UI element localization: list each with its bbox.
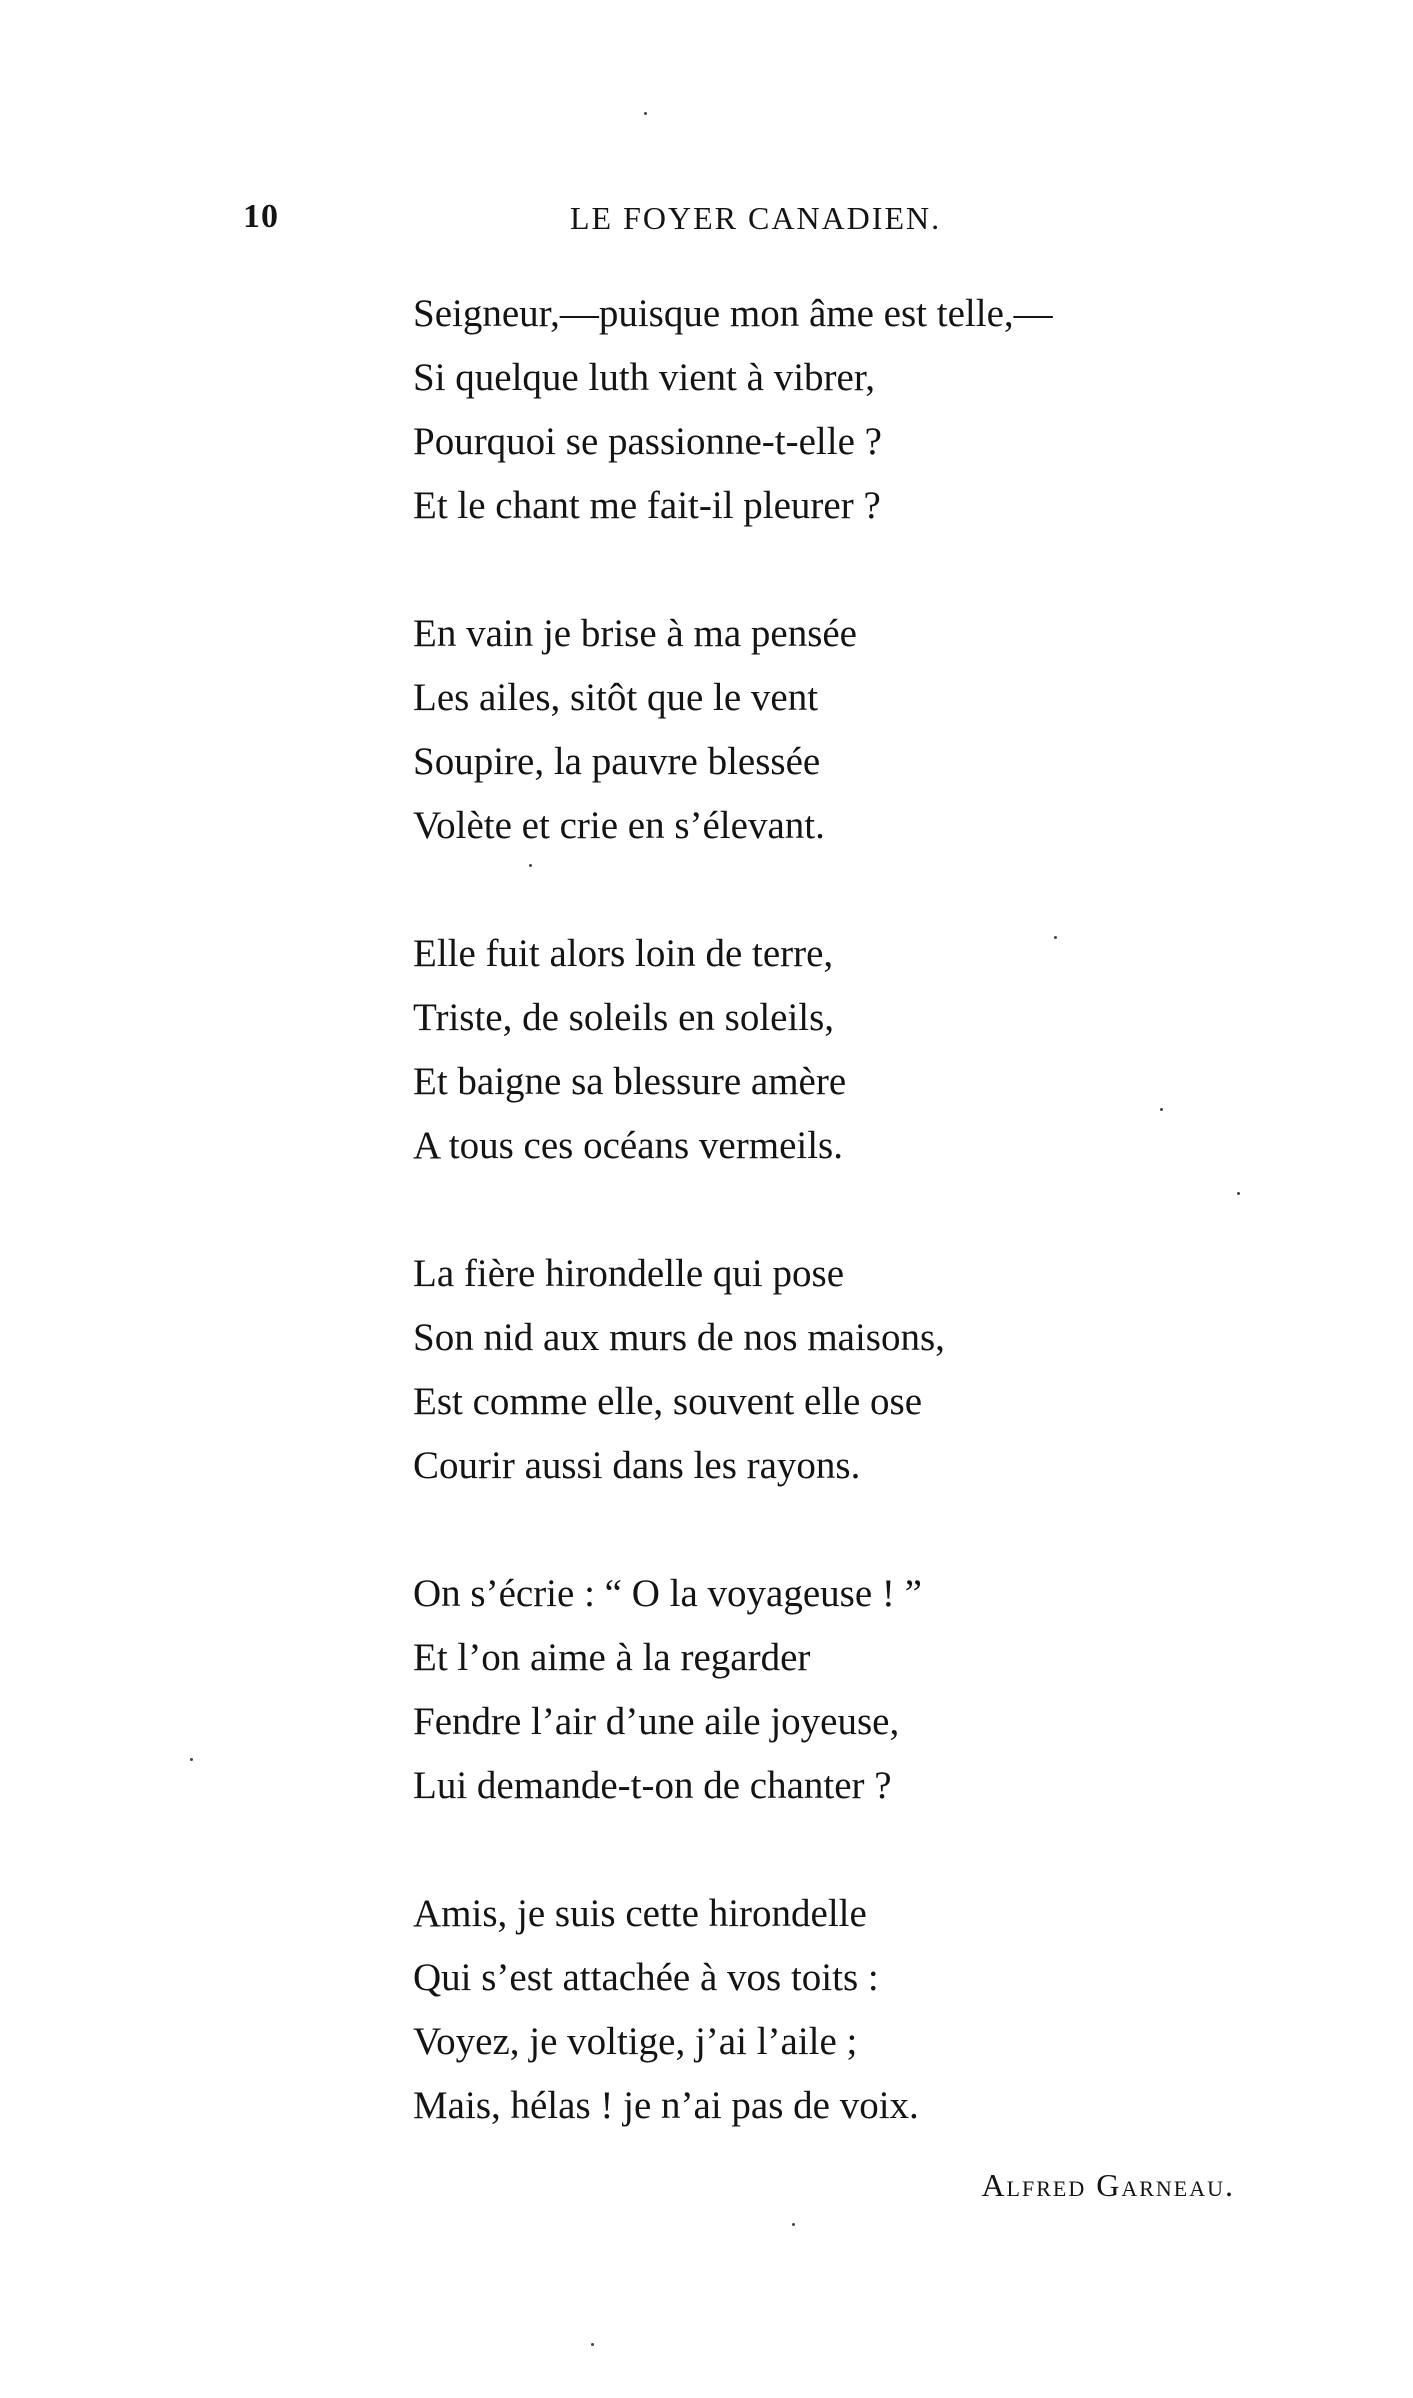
verse-line: Triste, de soleils en soleils, — [413, 996, 835, 1039]
verse-line: A tous ces océans vermeils. — [413, 1124, 843, 1167]
scan-speck — [1054, 936, 1057, 939]
verse-line: Et l’on aime à la regarder — [413, 1636, 811, 1679]
verse-line: Volète et crie en s’élevant. — [413, 804, 825, 847]
running-title: LE FOYER CANADIEN. — [570, 200, 942, 236]
stanza-1 — [413, 282, 1313, 538]
verse-line: Soupire, la pauvre blessée — [413, 740, 821, 783]
stanza-4 — [413, 1242, 1313, 1498]
scan-speck — [1237, 1192, 1240, 1195]
verse-line: Elle fuit alors loin de terre, — [413, 932, 834, 975]
scan-speck — [792, 2223, 795, 2226]
verse-line: Seigneur,—puisque mon âme est telle,— — [413, 292, 1053, 335]
verse-line: Et le chant me fait-il pleurer ? — [413, 484, 881, 527]
verse-line: Lui demande-t-on de chanter ? — [413, 1764, 892, 1807]
verse-line: Si quelque luth vient à vibrer, — [413, 356, 876, 399]
scan-speck — [529, 864, 532, 867]
scan-speck — [644, 112, 647, 115]
verse-line: Amis, je suis cette hirondelle — [413, 1892, 867, 1935]
verse-line: La fière hirondelle qui pose — [413, 1252, 844, 1295]
verse-line: Et baigne sa blessure amère — [413, 1060, 847, 1103]
poem — [413, 282, 1313, 2138]
page-number: 10 — [243, 198, 279, 235]
scan-speck — [591, 2343, 594, 2346]
verse-line: Fendre l’air d’une aile joyeuse, — [413, 1700, 900, 1743]
stanza-2 — [413, 602, 1313, 858]
verse-line: Les ailes, sitôt que le vent — [413, 676, 819, 719]
stanza-6 — [413, 1882, 1313, 2138]
verse-line: Courir aussi dans les rayons. — [413, 1444, 861, 1487]
stanza-5 — [413, 1562, 1313, 1818]
verse-line: Est comme elle, souvent elle ose — [413, 1380, 923, 1423]
scan-speck — [190, 1758, 193, 1761]
scan-speck — [1160, 1108, 1163, 1111]
verse-line: Pourquoi se passionne-t-elle ? — [413, 420, 882, 463]
stanza-3 — [413, 922, 1313, 1178]
verse-line: Voyez, je voltige, j’ai l’aile ; — [413, 2020, 858, 2063]
verse-line: Son nid aux murs de nos maisons, — [413, 1316, 945, 1359]
verse-line: Qui s’est attachée à vos toits : — [413, 1956, 879, 1999]
author-signature: Alfred Garneau. — [981, 2167, 1235, 2203]
verse-line: En vain je brise à ma pensée — [413, 612, 857, 655]
verse-line: On s’écrie : “ O la voyageuse ! ” — [413, 1572, 922, 1615]
verse-line: Mais, hélas ! je n’ai pas de voix. — [413, 2084, 919, 2127]
